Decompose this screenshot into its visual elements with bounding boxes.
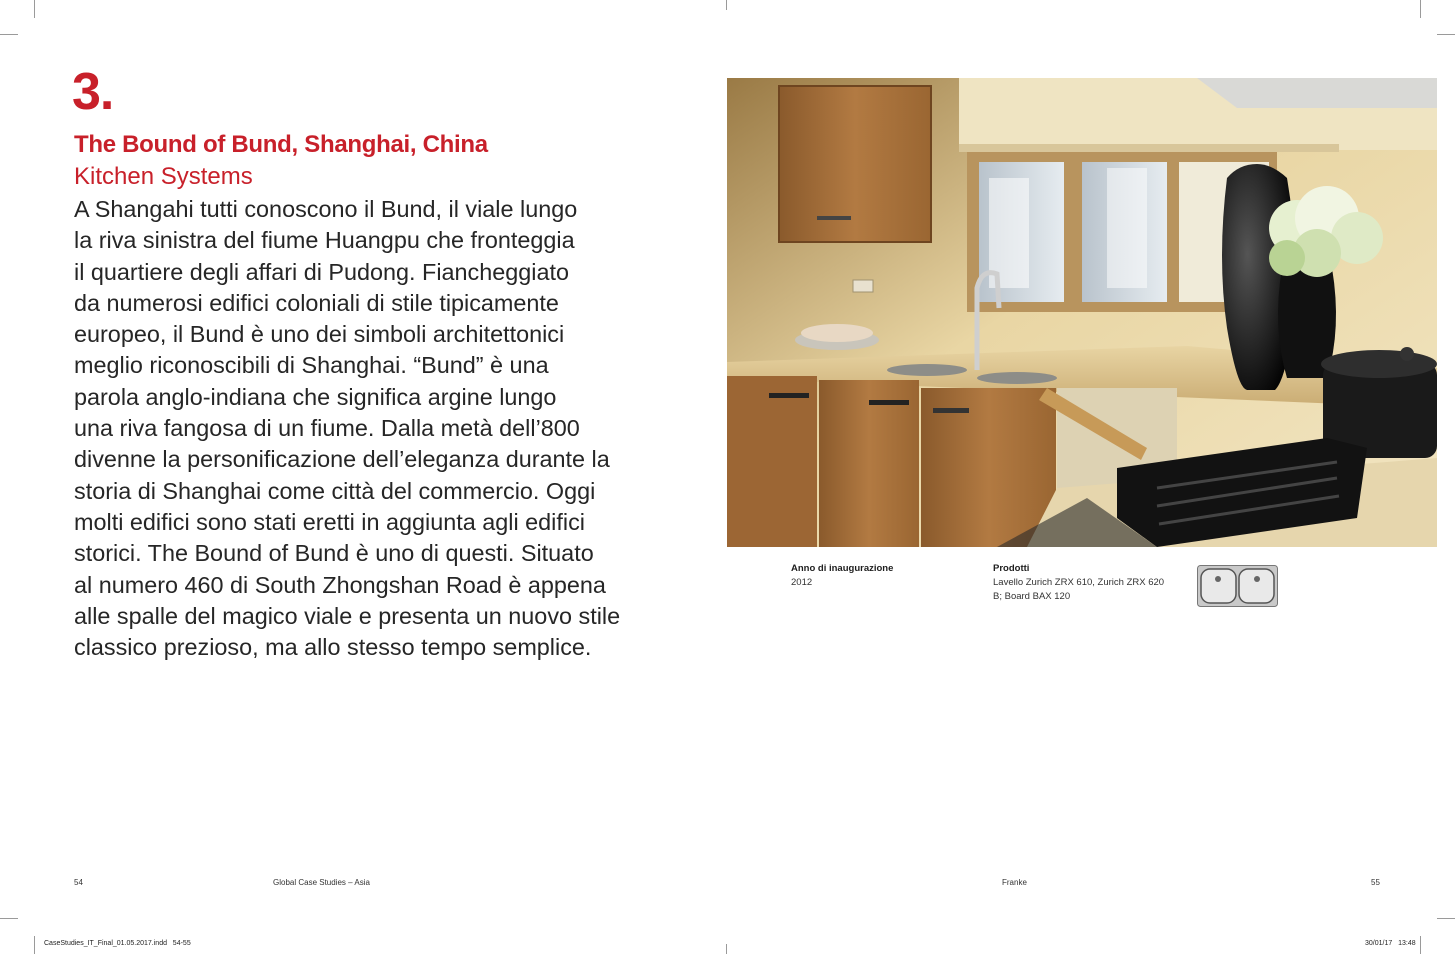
crop-mark	[34, 936, 35, 954]
print-slug-datetime: 30/01/17 13:48	[1365, 940, 1416, 947]
page-number-left: 54	[74, 878, 83, 887]
crop-mark	[726, 944, 727, 954]
body-line: al numero 460 di South Zhongshan Road è appena	[74, 571, 606, 598]
crop-mark	[1420, 0, 1421, 18]
footer-section: Global Case Studies – Asia	[273, 878, 370, 887]
body-line: classico prezioso, ma allo stesso tempo semplice.	[74, 634, 592, 661]
crop-mark	[726, 0, 727, 10]
body-line: molti edifici sono stati eretti in aggiunta agli edifici	[74, 508, 585, 535]
body-text	[74, 194, 664, 663]
kitchen-photo	[727, 78, 1437, 547]
body-line: storici. The Bound of Bund è uno di questi. Situato	[74, 540, 594, 567]
crop-mark	[1437, 34, 1455, 35]
body-line: alle spalle del magico viale e presenta un nuovo stile	[74, 602, 621, 629]
body-line: storia di Shanghai come città del commercio. Oggi	[74, 477, 596, 504]
body-line: A Shangahi tutti conoscono il Bund, il viale lungo	[74, 196, 578, 222]
print-slug-file: CaseStudies_IT_Final_01.05.2017.indd 54-55	[44, 940, 191, 947]
crop-mark	[1420, 936, 1421, 954]
crop-mark	[0, 34, 18, 35]
crop-mark	[0, 918, 18, 919]
crop-mark	[1437, 918, 1455, 919]
case-subtitle: Kitchen Systems	[74, 163, 253, 190]
case-number: 3.	[72, 63, 114, 121]
body-line: divenne la personificazione dell’eleganza durante la	[74, 446, 610, 473]
crop-mark	[34, 0, 35, 18]
body-line: la riva sinistra del fiume Huangpu che fronteggia	[74, 227, 575, 254]
products-label: Prodotti	[993, 563, 1030, 574]
body-line: parola anglo-indiana che significa argine lungo	[74, 383, 557, 410]
footer-brand: Franke	[1002, 878, 1027, 887]
body-line: da numerosi edifici coloniali di stile tipicamente	[74, 289, 559, 316]
body-line: meglio riconoscibili di Shanghai. “Bund” è una	[74, 352, 549, 379]
products-line: Lavello Zurich ZRX 610, Zurich ZRX 620	[993, 577, 1165, 588]
page-number-right: 55	[1371, 878, 1380, 887]
sink-product-image	[1197, 565, 1278, 607]
products-line: B; Board BAX 120	[993, 591, 1071, 602]
year-value: 2012	[791, 577, 813, 588]
body-line: europeo, il Bund è uno dei simboli architettonici	[74, 321, 565, 348]
body-line: il quartiere degli affari di Pudong. Fiancheggiato	[74, 258, 569, 285]
body-line: una riva fangosa di un fiume. Dalla metà dell’800	[74, 415, 580, 442]
year-label: Anno di inaugurazione	[791, 563, 894, 574]
case-title: The Bound of Bund, Shanghai, China	[74, 131, 488, 158]
